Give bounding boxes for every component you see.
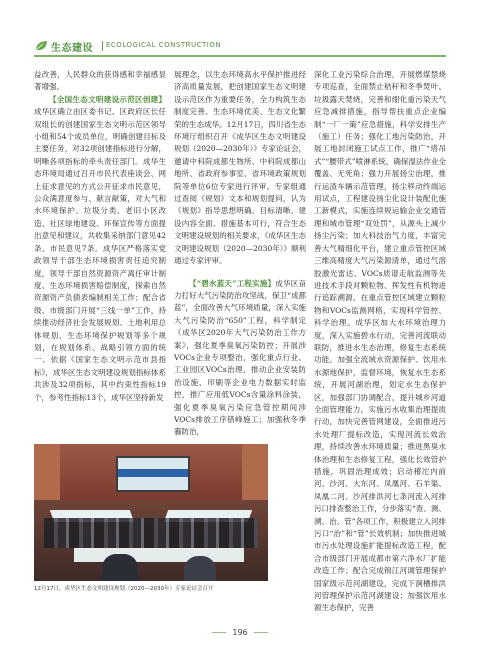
header-rule [34,55,446,57]
page-number-row [0,628,480,637]
conference-table [74,548,244,562]
paragraph-text: 成华区奋力打好大气污染防治攻坚战，保卫“成都蓝”，全面改善大气环境质量，深入实施大气污染防治“650”工程，科学制定《成华区2020年大气污染防治工作方案》，强化夏季臭氧污染防控；开展涉VOCs企业专项整治，强化重点行业、工业园区VOCs治理，推动企业安装防治设施、印刷等企业电力数据实时监控，推广应用低VOCs含量涂料涂装，强化夏季臭氧污染应急管控期间涉VOCs排放工序错峰施工；加强秋冬季霾防治， [174,278,306,437]
text-column-3 [314,69,446,615]
leaf-icon [34,40,48,52]
paragraph [34,94,166,404]
section-heading: 【全国生态文明建设示范区创建】 [49,94,166,104]
attendee [184,556,216,581]
section-subtitle: ECOLOGICAL CONSTRUCTION [106,41,222,49]
page-number: 196 [232,628,248,637]
meeting-photo [34,444,268,581]
header-divider [102,41,103,51]
section-title: 生态建设 [51,43,93,54]
paragraph [174,278,306,439]
attendees [44,518,258,548]
projection-screen [116,456,190,492]
text-column-1 [34,69,166,404]
paragraph: 展理念，以生态环境高水平保护推进经济高质量发展，把创建国家生态文明建设示范区作为重要任务，全力构筑生态制度完善、生态环境优美、生态文化繁荣的生态成华。12月17日，四川省生态环境厅组织召开《成华区生态文明建设规划（2020—2030年）》专家论证会，邀请中科院成都生物所、中科院成都山地所、省政府参事室、省环境政策规划院等单位6位专家进行评审。专家组通过查阅《规划》文本和规划提问，认为《规划》指导思想明确、目标清晰、建设内容全面、措施基本可行，符合生态文明建设规划的相关要求，《成华区生态文明建设规划（2020—2030年）》顺利通过专家评审。 [174,70,306,266]
section-heading: 【“碧水蓝天”工程实施】 [189,278,276,288]
photo-caption: 12月17日，成华区生态文明建设规划（2020—2030年）专家论证会召开 [34,586,214,592]
page-number-deco [254,632,268,633]
text-column-2 [174,69,306,439]
paragraph: 深化工业污染综合治理，开展燃煤禁烧专项巡查，全面禁止秸秆和冬季焚叶、垃圾露天焚烧，完善和细化重污染天气应急减排措施，指导帮扶重点企业编制“一厂一策”应急措施，科学安排生产（施工）任务；强化工地污染防治，开展工地封闭施工试点工作，推广“塔吊式”“腰带式”喷淋系统，确保湿法作业全覆盖、无死角；强力开展扬尘治理，推行运渣车辆示范管理，扬尘移动终端运用试点，工程建设扬尘化设计装配化施工新模式，实施连续规运输企业交通管理和城市管理“双处罚”，从源头上减少扬尘污染；加大科技治气力度，丰富完善大气精细化平台，建立重点管控区域三维高精度大气污染源清单，通过气溶胶激光雷达、VOCs质谱走航监测等先进技术手段对颗粒物、挥发性有机物进行追踪溯源，在重点管控区域建立颗粒物和VOCs监测网格，实现科学管控、科学治理。成华区加大水环境治理力度，深入实施碧水行动，完善河流联动联防，推进水生态治理，修复生态系统功能。加强全流域水资源保护、饮用水水源地保护，监督环境，恢复水生态系统，开展河湖治理，划定水生态保护区，加强部门协调配合，提升城乡河道全面管理能力，实施污水收集治理提质行动，加快完善管网建设，全面推进污水处理厂提标改造，实现河流长效治理，持续改善水环境质量；推进黑臭水体治理和生态修复工程，强化长效管护措施，巩固治理成效；启动稽沱内前河、沙河、大东河、凤凰河、石羊渠、凤凰二河、沙河排洪河七条河流入河排污口排查整治工作，分步落实“查、测、溯、治、管”各项工作，积极建立入河排污口“治”和“管”长效机制；加快推进城市污水处理设施扩能提标改造工程，配合市级部门开展成都市第六净水厂扩能改造工作；配合完成锦江河调管理保护国家级示范河湖建设，完成下涧槽排洪河管理保护示范河湖建设；加强饮用水源生态保护，完善 [314,70,446,613]
paragraph: 益改善，人民群众的获得感和幸福感显著增强。 [34,70,166,92]
running-header [0,34,480,58]
page-number-deco [212,632,226,633]
attendee [102,554,138,581]
paragraph-text: 成华区确立由区委书记、区政府区长任双组长的创建国家生态文明示范区领导小组和54个成员单位，明确创建目标及主要任务，对32项创建指标进行分解，明晰各项指标的牵头责任部门。成华生态环境局通过召开市民代表座谈会、网上征求意见的方式公开征求市民意见，公众满意度参与、献言献策，对大气和水环境保护、垃圾分类、老旧小区改造、社区绿地建设、环保宣传等方面提出意见和建议，共收集采纳部门意见42条、市民意见7条。成华区严格落实党政领导干部生态环境损害责任追究制度，领导干部自然资源资产离任审计制度、生态环境损害赔偿制度，探索自然资源资产负债表编制相关工作；配合省级、市级部门开展“三线一单”工作，持续推动经济社会发展规划、土地利用总体规划、生态环境保护规划等多个规划，在规划体系、战略引领方面的统一。依据《国家生态文明示范市县指标》，成华区生态文明建设规划指标体系共涉及32项指标，其中约束性指标19个，参考性指标13个，成华区坚持新发 [34,107,166,402]
